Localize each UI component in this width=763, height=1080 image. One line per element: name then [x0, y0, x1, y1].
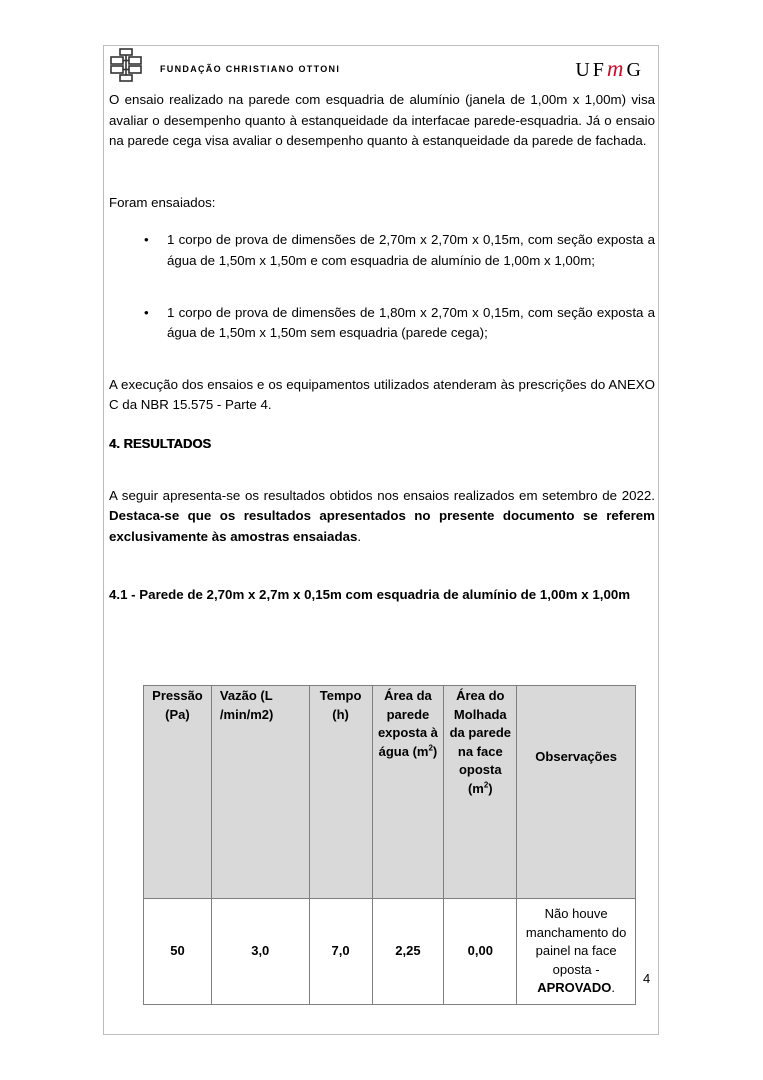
- cell-flow: 3,0: [211, 899, 309, 1005]
- tested-list: [109, 230, 655, 343]
- page-header: [108, 48, 656, 84]
- subsection-title: 4.1 - Parede de 2,70m x 2,7m x 0,15m com esquadria de alumínio de 1,00m x 1,00m: [109, 587, 631, 603]
- cell-observation: [517, 899, 636, 1005]
- results-table: [143, 685, 636, 1005]
- cell-wet-area: 0,00: [444, 899, 517, 1005]
- cell-pressure: 50: [144, 899, 212, 1005]
- header-pressure: Pressão (Pa): [144, 686, 212, 899]
- header-observations: Observações: [517, 686, 636, 899]
- ufmg-prefix: UF: [575, 59, 607, 81]
- results-paragraph: [109, 486, 655, 548]
- header-exposed-area-end: ): [432, 743, 438, 759]
- document-body: [109, 90, 655, 606]
- observation-text: Não houve manchamento do painel na face oposta -: [525, 906, 627, 977]
- header-flow: Vazão (L /min/m2): [211, 686, 309, 899]
- table-header-row: [144, 686, 636, 899]
- table-row: [144, 899, 636, 1005]
- observation-end: .: [611, 980, 615, 996]
- header-wet-area-sup: 2: [483, 780, 489, 790]
- header-exposed-area-text: Área da parede exposta à água (m: [377, 688, 438, 759]
- ufmg-suffix: G: [626, 59, 644, 81]
- section-title: 4. RESULTADOS: [109, 435, 212, 451]
- page-number: 4: [643, 971, 651, 986]
- results-disclaimer: Destaca-se que os resultados apresentados no presente documento se referem exclusivamente às amostras ensaiadas: [109, 508, 655, 544]
- header-exposed-area: [372, 686, 444, 899]
- list-item: • 1 corpo de prova de dimensões de 1,80m x 2,70m x 0,15m, com seção exposta a água de 1,50m x 1,50m sem esquadria (parede cega);: [109, 303, 655, 344]
- ufmg-m: m: [606, 56, 627, 81]
- intro-paragraph: O ensaio realizado na parede com esquadria de alumínio (janela de 1,00m x 1,00m) visa avaliar o desempenho quanto à estanqueidade da interfacae parede-esquadria. Já o ensaio na parede cega visa avaliar o desempenho quanto à estanqueidade da parede de fachada.: [109, 92, 655, 149]
- results-period: .: [357, 528, 362, 544]
- header-exposed-area-sup: 2: [428, 743, 433, 753]
- fundacao-christiano-ottoni-logo-icon: [110, 48, 142, 82]
- header-time: Tempo (h): [309, 686, 372, 899]
- tested-intro: Foram ensaiados:: [109, 194, 216, 210]
- list-item: • 1 corpo de prova de dimensões de 2,70m x 2,70m x 0,15m, com seção exposta a água de 1,50m x 1,50m e com esquadria de alumínio de 1,00m x 1,00m;: [109, 230, 655, 271]
- ufmg-logo: [575, 56, 644, 82]
- results-text: A seguir apresenta-se os resultados obtidos nos ensaios realizados em setembro de 2022.: [109, 487, 655, 503]
- observation-status: APROVADO: [537, 980, 612, 996]
- header-wet-area-text: Área do Molhada da parede na face oposta (m: [449, 688, 511, 796]
- execution-paragraph: A execução dos ensaios e os equipamentos utilizados atenderam às prescrições do ANEXO C da NBR 15.575 - Parte 4.: [109, 376, 655, 413]
- org-name: FUNDAÇÃO CHRISTIANO OTTONI: [160, 64, 341, 74]
- header-wet-area: [444, 686, 517, 899]
- cell-time: 7,0: [309, 899, 372, 1005]
- header-wet-area-end: ): [488, 780, 493, 796]
- cell-exposed-area: 2,25: [372, 899, 444, 1005]
